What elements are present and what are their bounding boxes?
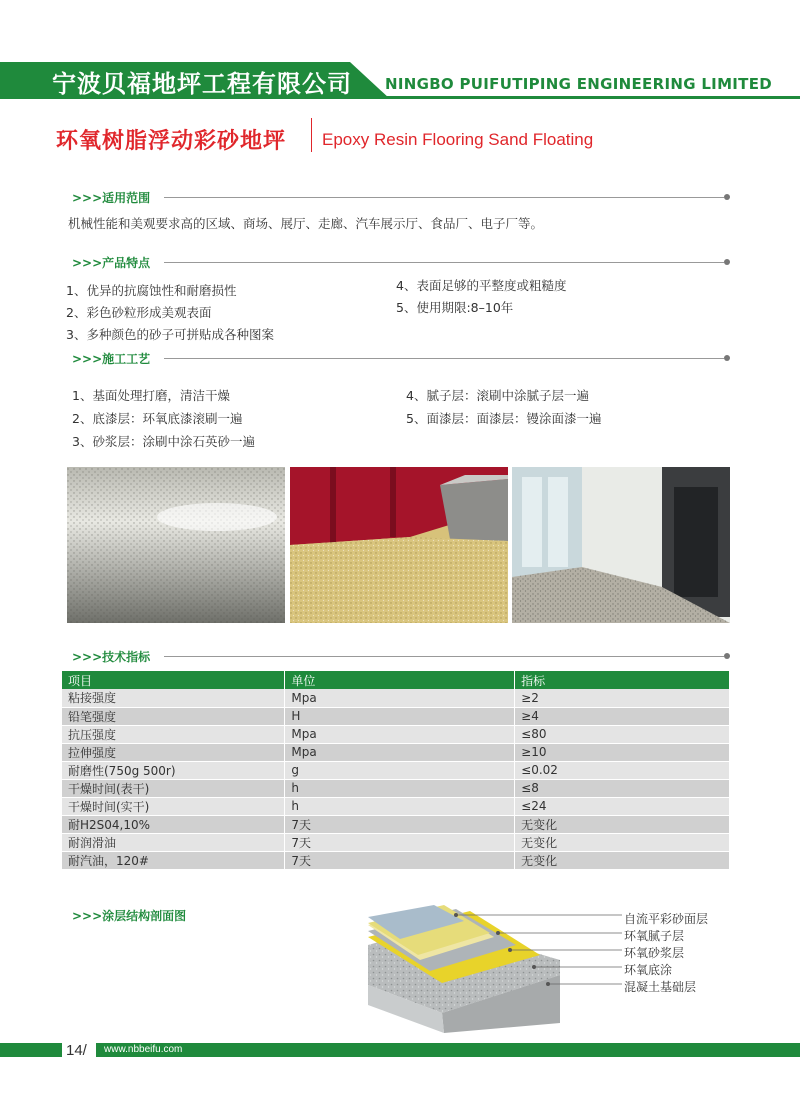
section-rule (164, 262, 724, 263)
section-structure-header (72, 907, 222, 923)
floor-photo-1 (67, 467, 285, 623)
table-cell: 7天 (285, 815, 515, 833)
table-row (62, 761, 730, 779)
table-cell: 抗压强度 (62, 725, 285, 743)
table-cell: 拉伸强度 (62, 743, 285, 761)
title-divider (311, 118, 312, 152)
table-row (62, 725, 730, 743)
table-row (62, 851, 730, 869)
section-scope-header (72, 189, 732, 205)
table-cell: 无变化 (515, 851, 730, 869)
table-cell: 干燥时间(实干) (62, 797, 285, 815)
section-label: >>>产品特点 (72, 256, 151, 270)
table-cell: ≤8 (515, 779, 730, 797)
page-title-cn: 环氧树脂浮动彩砂地坪 (56, 129, 287, 154)
page-number: 14/ (66, 1042, 87, 1059)
section-specs-header (72, 648, 732, 664)
section-dot (724, 653, 730, 659)
feature-item: 5、使用期限:8–10年 (396, 300, 514, 315)
table-cell: ≤0.02 (515, 761, 730, 779)
table-cell: 7天 (285, 833, 515, 851)
process-step: 4、腻子层：滚刷中涂腻子层一遍 (406, 388, 589, 403)
table-cell: 无变化 (515, 815, 730, 833)
section-label: >>>适用范围 (72, 191, 151, 205)
table-row (62, 779, 730, 797)
table-cell: h (285, 797, 515, 815)
table-cell: Mpa (285, 725, 515, 743)
section-rule (164, 358, 724, 359)
company-name-en: NINGBO PUIFUTIPING ENGINEERING LIMITED (385, 75, 773, 93)
table-cell: 7天 (285, 851, 515, 869)
section-label: >>>施工工艺 (72, 352, 151, 366)
process-step: 1、基面处理打磨，清洁干燥 (72, 388, 230, 403)
section-features-header (72, 254, 732, 270)
column-header: 项目 (62, 671, 285, 689)
section-label: >>>涂层结构剖面图 (72, 909, 187, 923)
table-cell: 无变化 (515, 833, 730, 851)
layer-label: 环氧底涂 (624, 963, 673, 977)
table-cell: Mpa (285, 689, 515, 707)
section-dot (724, 355, 730, 361)
floor-photo-3 (512, 467, 730, 623)
table-cell: 耐汽油，120# (62, 851, 285, 869)
section-label: >>>技术指标 (72, 650, 151, 664)
table-row (62, 833, 730, 851)
table-cell: H (285, 707, 515, 725)
feature-item: 4、表面足够的平整度或粗糙度 (396, 278, 567, 293)
column-header: 单位 (285, 671, 515, 689)
feature-item: 3、多种颜色的砂子可拼贴成各种图案 (66, 327, 274, 342)
layer-label: 混凝土基础层 (624, 980, 697, 994)
layer-label: 环氧腻子层 (624, 929, 685, 943)
table-cell: Mpa (285, 743, 515, 761)
process-step: 2、底漆层：环氧底漆滚刷一遍 (72, 411, 243, 426)
column-header: 指标 (515, 671, 730, 689)
table-row (62, 815, 730, 833)
table-row (62, 743, 730, 761)
table-row (62, 689, 730, 707)
table-cell: 干燥时间(表干) (62, 779, 285, 797)
scope-text: 机械性能和美观要求高的区域、商场、展厅、走廊、汽车展示厅、食品厂、电子厂等。 (68, 216, 544, 231)
section-process-header (72, 350, 732, 366)
table-cell: 耐H2S04,10% (62, 815, 285, 833)
floor-photo-2 (290, 467, 508, 623)
website-link[interactable]: www.nbbeifu.com (104, 1044, 183, 1055)
section-dot (724, 259, 730, 265)
table-cell: ≥2 (515, 689, 730, 707)
page-title-en: Epoxy Resin Flooring Sand Floating (322, 130, 594, 149)
table-row (62, 707, 730, 725)
table-cell: ≤24 (515, 797, 730, 815)
table-cell: 铅笔强度 (62, 707, 285, 725)
table-cell: g (285, 761, 515, 779)
table-cell: ≤80 (515, 725, 730, 743)
feature-item: 1、优异的抗腐蚀性和耐磨损性 (66, 283, 237, 298)
table-cell: h (285, 779, 515, 797)
spec-table (62, 671, 730, 870)
feature-item: 2、彩色砂粒形成美观表面 (66, 305, 212, 320)
table-cell: 耐磨性(750g 500r) (62, 761, 285, 779)
layer-label: 环氧砂浆层 (624, 946, 685, 960)
table-cell: ≥4 (515, 707, 730, 725)
process-step: 5、面漆层：面漆层：镘涂面漆一遍 (406, 411, 602, 426)
section-dot (724, 194, 730, 200)
process-step: 3、砂浆层：涂刷中涂石英砂一遍 (72, 434, 255, 449)
table-cell: 粘接强度 (62, 689, 285, 707)
table-cell: 耐润滑油 (62, 833, 285, 851)
company-name-cn: 宁波贝福地坪工程有限公司 (52, 70, 352, 98)
section-rule (164, 197, 724, 198)
coating-layer-diagram (360, 905, 630, 1035)
table-header-row (62, 671, 730, 689)
table-row (62, 797, 730, 815)
layer-label: 自流平彩砂面层 (624, 912, 709, 926)
section-rule (164, 656, 724, 657)
table-cell: ≥10 (515, 743, 730, 761)
